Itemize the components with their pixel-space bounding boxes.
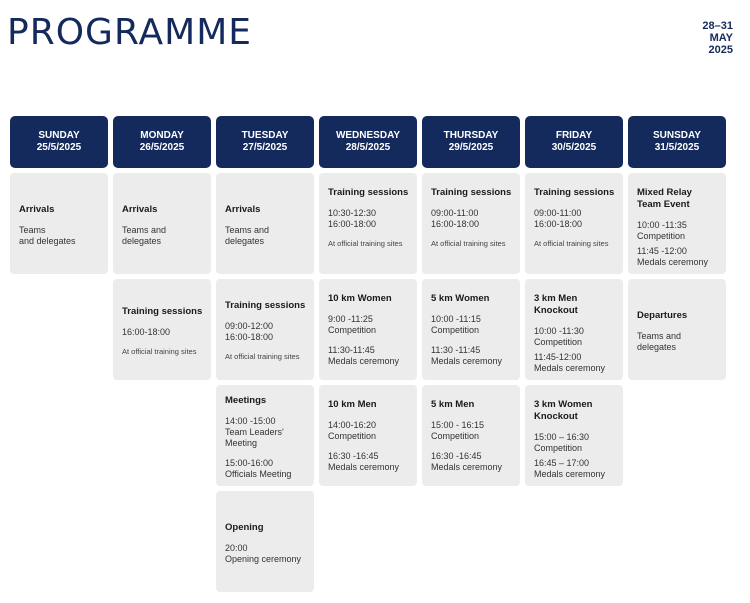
event-detail: 09:00-11:00 16:00-18:00 (431, 208, 480, 229)
event-detail: 14:00 -15:00 Team Leaders' Meeting (225, 415, 284, 448)
page-title: PROGRAMME (7, 12, 253, 53)
day-header (525, 116, 623, 168)
day-header (216, 116, 314, 168)
event-card (216, 491, 314, 592)
event-card (422, 173, 520, 274)
event-detail: 09:00-11:00 16:00-18:00 (534, 208, 583, 229)
event-card (216, 173, 314, 274)
event-card (10, 173, 108, 274)
event-title: 10 km Men (328, 399, 377, 410)
event-detail: 11:30 -11:45 Medals ceremony (431, 345, 503, 366)
day-column-tuesday (216, 116, 314, 592)
day-column-sunsday (628, 116, 726, 592)
day-header (319, 116, 417, 168)
event-title: Opening (225, 521, 264, 533)
event-detail: 10:00 -11:35 Competition (637, 220, 687, 241)
event-card (525, 279, 623, 380)
day-column-sunday (10, 116, 108, 592)
day-date: 30/5/2025 (551, 142, 597, 153)
event-title: Arrivals (122, 203, 158, 215)
event-note: At official training sites (225, 352, 300, 361)
event-detail: 09:00-12:00 16:00-18:00 (225, 321, 274, 342)
day-date: 25/5/2025 (36, 142, 82, 153)
event-title: Training sessions (122, 305, 203, 317)
event-title: Arrivals (225, 203, 261, 215)
event-detail: Teams and delegates (122, 224, 167, 246)
event-detail: 16:30 -16:45 Medals ceremony (328, 451, 400, 472)
event-card (525, 173, 623, 274)
event-card (422, 385, 520, 486)
event-detail: Teams and delegates (637, 330, 682, 352)
event-detail: 9:00 -11:25 Competition (328, 314, 377, 335)
event-detail: 14:00-16:20 Competition (328, 420, 377, 441)
day-date: 27/5/2025 (242, 142, 288, 153)
day-name: FRIDAY (555, 130, 593, 141)
event-detail: 11:45-12:00 Medals ceremony (534, 352, 606, 373)
day-date: 29/5/2025 (448, 142, 494, 153)
event-detail: 15:00-16:00 Officials Meeting (225, 457, 292, 479)
event-title: 5 km Men (431, 399, 475, 410)
event-card (319, 385, 417, 486)
event-title: 3 km Women Knockout (534, 399, 593, 422)
event-detail: 16:00-18:00 (122, 326, 171, 337)
dates-year: 2025 (708, 44, 733, 56)
event-card (422, 279, 520, 380)
event-title: Training sessions (431, 187, 512, 198)
day-header (10, 116, 108, 168)
event-card (216, 279, 314, 380)
event-card (319, 279, 417, 380)
event-card (113, 173, 211, 274)
dates-month: MAY (709, 32, 733, 44)
event-detail: 20:00 Opening ceremony (225, 542, 302, 564)
event-title: Mixed Relay Team Event (637, 187, 692, 210)
day-date: 26/5/2025 (139, 142, 185, 153)
event-card (628, 173, 726, 274)
event-note: At official training sites (431, 239, 506, 248)
event-title: Training sessions (225, 300, 306, 311)
event-title: Departures (637, 309, 688, 321)
event-title: 3 km Men Knockout (534, 293, 578, 316)
event-note: At official training sites (122, 346, 197, 356)
event-title: Training sessions (328, 187, 409, 198)
event-detail: Teams and delegates (19, 224, 76, 246)
event-detail: 15:00 – 16:30 Competition (534, 432, 590, 453)
event-dates (702, 20, 733, 56)
day-name: SUNDAY (38, 130, 80, 141)
day-name: SUNSDAY (653, 130, 701, 141)
event-detail: 11:30-11:45 Medals ceremony (328, 345, 400, 366)
event-card (216, 385, 314, 486)
event-detail: 16:45 – 17:00 Medals ceremony (534, 458, 606, 479)
day-name: THURSDAY (443, 130, 499, 141)
event-title: Training sessions (534, 187, 615, 198)
day-column-wednesday (319, 116, 417, 592)
event-card (319, 173, 417, 274)
event-title: 10 km Women (328, 293, 392, 304)
event-detail: 10:30-12:30 16:00-18:00 (328, 208, 377, 229)
day-header (422, 116, 520, 168)
event-detail: 10:00 -11:15 Competition (431, 314, 481, 335)
day-column-friday (525, 116, 623, 592)
event-title: Arrivals (19, 203, 55, 215)
event-detail: 10:00 -11:30 Competition (534, 326, 584, 347)
event-detail: 16:30 -16:45 Medals ceremony (431, 451, 503, 472)
event-card (525, 385, 623, 486)
event-note: At official training sites (534, 239, 609, 248)
day-name: MONDAY (140, 130, 184, 141)
event-title: Meetings (225, 394, 267, 406)
day-name: WEDNESDAY (335, 130, 401, 141)
event-title: 5 km Women (431, 293, 490, 304)
event-card (628, 279, 726, 380)
day-date: 28/5/2025 (345, 142, 391, 153)
event-detail: 15:00 - 16:15 Competition (431, 420, 485, 441)
event-detail: Teams and delegates (225, 224, 270, 246)
day-header (113, 116, 211, 168)
programme-grid (10, 116, 726, 592)
event-card (113, 279, 211, 380)
day-column-thursday (422, 116, 520, 592)
day-header (628, 116, 726, 168)
event-note: At official training sites (328, 239, 403, 248)
dates-range: 28–31 (702, 20, 733, 32)
day-column-monday (113, 116, 211, 592)
day-name: TUESDAY (241, 130, 289, 141)
day-date: 31/5/2025 (654, 142, 700, 153)
event-detail: 11:45 -12:00 Medals ceremony (637, 246, 709, 267)
